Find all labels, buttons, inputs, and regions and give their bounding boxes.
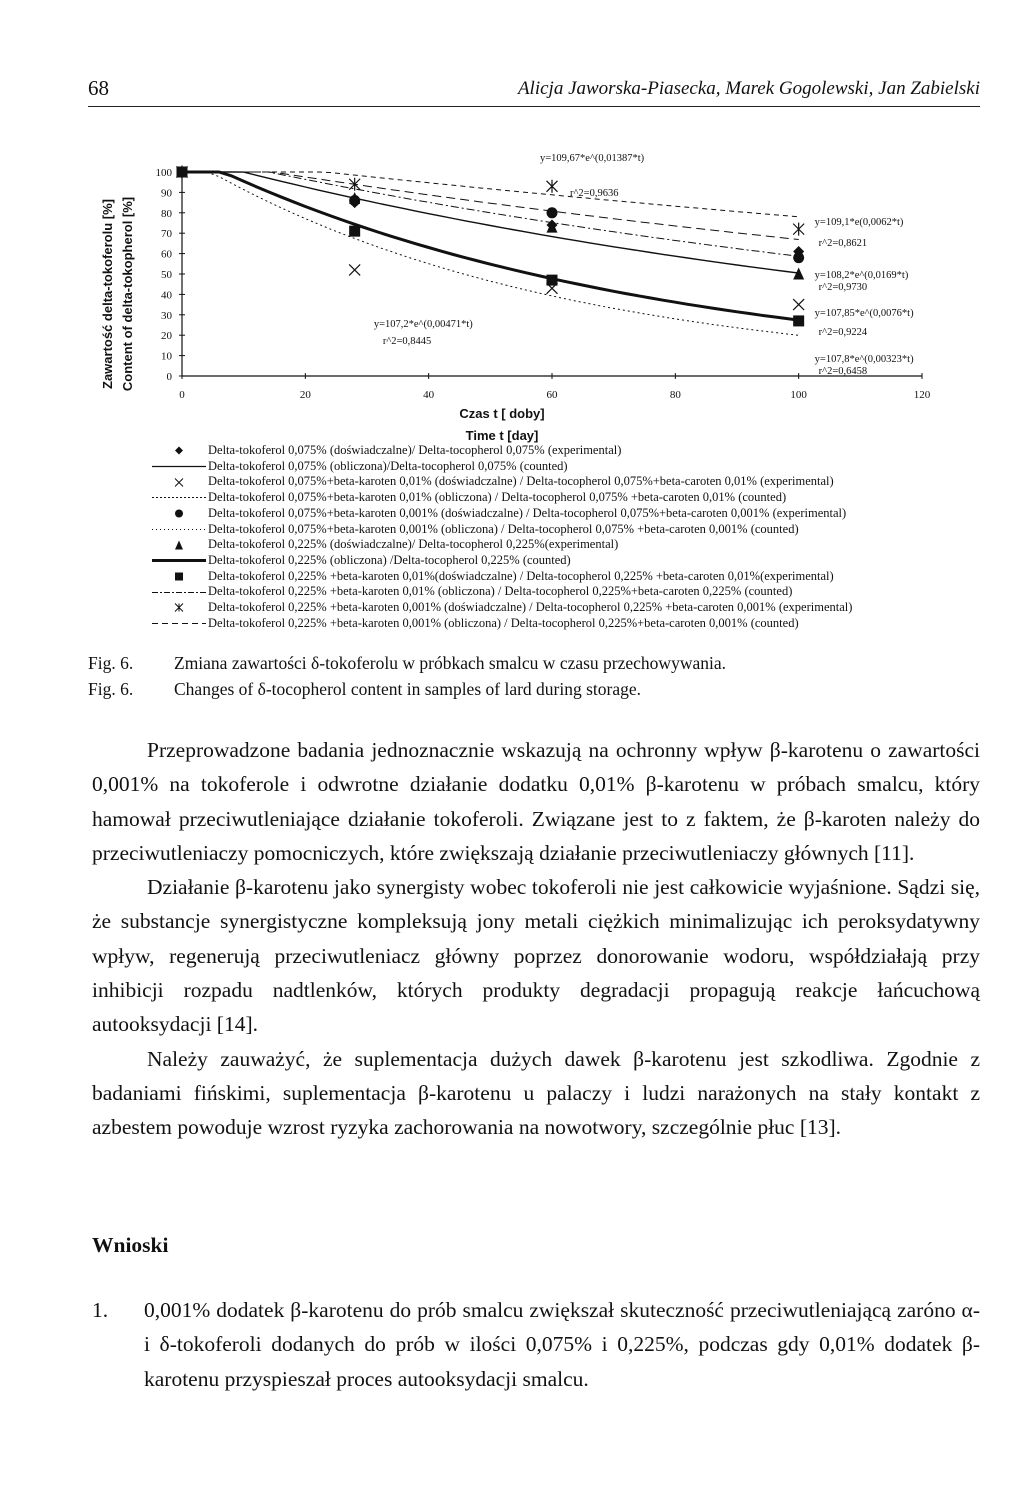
data-point-triangle [793, 268, 804, 280]
legend-label: Delta-tokoferol 0,075%+beta-karoten 0,001% (doświadczalne) / Delta-tocopherol 0,075%+beta-caroten 0,001% (experimental) [208, 505, 847, 520]
legend-marker [150, 522, 208, 537]
y-tick-label: 80 [161, 207, 172, 220]
data-point-square [349, 226, 360, 237]
legend-marker-diamond [150, 443, 208, 458]
fit-equation: y=109,67*e^(0,01387*t) [540, 153, 645, 164]
paragraph: Działanie β-karotenu jako synergisty wobec tokoferoli nie jest całkowicie wyjaśnione. Sądzi się, że substancje synergistyczne kompleksują jony metali ciężkich minimalizując ich peroksydatywny wpływ, regenerują przeciwutleniacz główny poprzez donorowanie wodoru, współdziałają przy inhibicji rozpadu nadtlenków, których produkty degradacji propagują reakcje łańcuchową autooksydacji [14]. [92, 875, 980, 1037]
fit-equation: y=109,1*e(0,0062*t) [814, 217, 904, 228]
legend-label: Delta-tokoferol 0,225% +beta-karoten 0,001% (doświadczalne) / Delta-tocopherol 0,225% +beta-caroten 0,001% (experimental) [208, 600, 853, 615]
legend-item [150, 616, 970, 632]
legend-item [150, 506, 970, 522]
y-axis-label-pl: Zawartość delta-tokoferolu [%] [100, 199, 115, 389]
legend-marker-line-dotted-fine [150, 522, 208, 537]
data-point-star [793, 223, 804, 236]
legend-label: Delta-tokoferol 0,225% +beta-karoten 0,01%(doświadczalne) / Delta-tocopherol 0,225% +beta-caroten 0,01%(experimental) [208, 568, 834, 583]
page-number: 68 [88, 76, 109, 100]
legend-marker-triangle [150, 538, 208, 553]
data-point-square [547, 275, 558, 286]
y-tick-label: 30 [161, 309, 172, 322]
legend-label: Delta-tokoferol 0,225% (doświadczalne)/ Delta-tocopherol 0,225%(experimental) [208, 537, 619, 552]
fit-r-squared: r^2=0,6458 [818, 366, 868, 377]
legend-label: Delta-tokoferol 0,075% (obliczona)/Delta-tocopherol 0,075% (counted) [208, 458, 568, 473]
legend-item [150, 537, 970, 553]
legend-marker-line-dashed [150, 616, 208, 631]
y-axis-label-en: Content of delta-tokopherol [%] [120, 196, 135, 392]
y-tick-label: 50 [161, 269, 172, 281]
figure-label-en: Fig. 6. [88, 679, 134, 699]
y-tick-label: 0 [166, 371, 172, 383]
section-heading: Wnioski [92, 1233, 169, 1257]
fit-equation: y=107,2*e^(0,00471*t) [373, 319, 473, 330]
data-point-x [349, 264, 360, 275]
fit-r-squared: r^2=0,9730 [818, 282, 868, 293]
legend-marker-line-dashdot [150, 585, 208, 600]
data-point-star [547, 180, 558, 193]
y-tick-label: 10 [161, 350, 172, 363]
legend-marker [150, 506, 208, 521]
x-tick-label: 80 [669, 389, 681, 401]
chart-legend [150, 443, 970, 631]
fit-curve [182, 172, 799, 256]
paragraph: Należy zauważyć, że suplementacja dużych dawek β-karotenu jest szkodliwa. Zgodnie z badaniami fińskimi, suplementacja β-karotenu u palaczy i ludzi narażonych na stały kontakt z azbestem powoduje wzrost ryzyka zachorowania na nowotwory, szczególnie płuc [13]. [92, 1046, 980, 1140]
caption-text-pl: Zmiana zawartości δ-tokoferolu w próbkach smalcu w czasu przechowywania. [174, 653, 726, 673]
y-tick-label: 100 [155, 167, 172, 179]
fit-curve [182, 172, 799, 273]
figure-label-pl: Fig. 6. [88, 653, 134, 673]
legend-marker [150, 585, 208, 600]
legend-label: Delta-tokoferol 0,075%+beta-karoten 0,01% (doświadczalne) / Delta-tocopherol 0,075%+beta-caroten 0,01% (experimental) [208, 474, 834, 489]
fit-equation: y=108,2*e^(0,0169*t) [814, 270, 909, 281]
legend-marker [150, 553, 208, 568]
legend-marker-star [150, 600, 208, 615]
y-tick-label: 60 [161, 248, 172, 261]
x-axis-label-en: Time t [day] [465, 428, 539, 443]
legend-marker-x [150, 475, 208, 490]
fit-curve [182, 172, 799, 240]
legend-marker [150, 616, 208, 631]
figure-caption [88, 650, 726, 702]
legend-marker-line-thick [150, 553, 208, 568]
legend-item [150, 584, 970, 600]
legend-item [150, 459, 970, 475]
fit-r-squared: r^2=0,9636 [570, 188, 619, 199]
legend-item [150, 490, 970, 506]
fit-r-squared: r^2=0,8621 [818, 238, 868, 249]
data-point-square [793, 315, 804, 326]
fit-r-squared: r^2=0,9224 [818, 327, 868, 338]
legend-label: Delta-tokoferol 0,075%+beta-karoten 0,01% (obliczona) / Delta-tocopherol 0,075% +beta-caroten 0,01% (counted) [208, 490, 787, 505]
legend-marker [150, 538, 208, 553]
running-header [88, 76, 980, 107]
legend-item [150, 569, 970, 585]
fit-equation: y=107,8*e^(0,00323*t) [814, 354, 914, 365]
y-tick-label: 40 [161, 289, 172, 302]
x-tick-label: 60 [546, 389, 558, 401]
data-point-circle [793, 252, 804, 263]
paragraph: Przeprowadzone badania jednoznacznie wskazują na ochronny wpływ β-karotenu o zawartości 0,001% na tokoferole i odwrotne działanie dodatku 0,01% β-karotenu w próbach smalcu, który hamował przeciwutleniające działanie tokoferoli. Związane jest to z faktem, że β-karoten należy do przeciwutleniaczy pomocniczych, które zwiększają działanie przeciwutleniaczy głównych [11]. [92, 738, 980, 865]
legend-label: Delta-tokoferol 0,225% +beta-karoten 0,01% (obliczona) / Delta-tocopherol 0,225%+beta-caroten 0,225% (counted) [208, 584, 793, 599]
legend-marker [150, 600, 208, 615]
legend-marker-line-solid [150, 459, 208, 474]
x-tick-label: 120 [913, 389, 931, 401]
y-tick-label: 90 [161, 187, 172, 200]
legend-label: Delta-tokoferol 0,225% +beta-karoten 0,001% (obliczona) / Delta-tocopherol 0,225%+beta-caroten 0,001% (counted) [208, 615, 799, 630]
legend-marker [150, 459, 208, 474]
fit-equation: y=107,85*e^(0,0076*t) [814, 308, 914, 319]
body-text [92, 733, 980, 1145]
conclusion-text: 0,001% dodatek β-karotenu do prób smalcu zwiększał skuteczność przeciwutleniającą zaróno α- i δ-tokoferoli dodanych do prób w ilości 0,075% i 0,225%, podczas gdy 0,01% dodatek β-karotenu przyspieszał proces autooksydacji smalcu. [144, 1298, 980, 1391]
legend-label: Delta-tokoferol 0,075% (doświadczalne)/ Delta-tocopherol 0,075% (experimental) [208, 443, 622, 457]
legend-label: Delta-tokoferol 0,225% (obliczona) /Delta-tocopherol 0,225% (counted) [208, 552, 571, 567]
fit-curve [182, 172, 799, 335]
x-axis-label-pl: Czas t [ doby] [459, 406, 545, 421]
legend-marker [150, 569, 208, 584]
fit-curve [182, 172, 799, 320]
legend-marker [150, 443, 208, 458]
conclusion-item [92, 1293, 980, 1396]
x-tick-label: 100 [790, 389, 807, 401]
caption-text-en: Changes of δ-tocopherol content in samples of lard during storage. [174, 679, 642, 699]
legend-marker-square [150, 569, 208, 584]
legend-item [150, 600, 970, 616]
legend-marker-circle [150, 506, 208, 521]
delta-tocopherol-chart [80, 130, 960, 445]
legend-item [150, 553, 970, 569]
y-tick-label: 70 [161, 228, 172, 241]
y-tick-label: 20 [161, 330, 172, 343]
legend-marker [150, 475, 208, 490]
fit-r-squared: r^2=0,8445 [382, 336, 432, 347]
data-point-x [793, 299, 804, 310]
legend-marker-line-dotted [150, 490, 208, 505]
legend-item [150, 443, 970, 459]
legend-marker [150, 490, 208, 505]
legend-label: Delta-tokoferol 0,075%+beta-karoten 0,001% (obliczona) / Delta-tocopherol 0,075% +beta-caroten 0,001% (counted) [208, 521, 799, 536]
x-tick-label: 20 [299, 389, 311, 401]
running-authors: Alicja Jaworska-Piasecka, Marek Gogolewski, Jan Zabielski [517, 78, 980, 99]
legend-item [150, 522, 970, 538]
x-tick-label: 40 [423, 389, 435, 401]
data-point-circle [547, 207, 558, 218]
legend-item [150, 474, 970, 490]
x-tick-label: 0 [179, 389, 185, 401]
conclusion-number: 1. [92, 1298, 109, 1322]
